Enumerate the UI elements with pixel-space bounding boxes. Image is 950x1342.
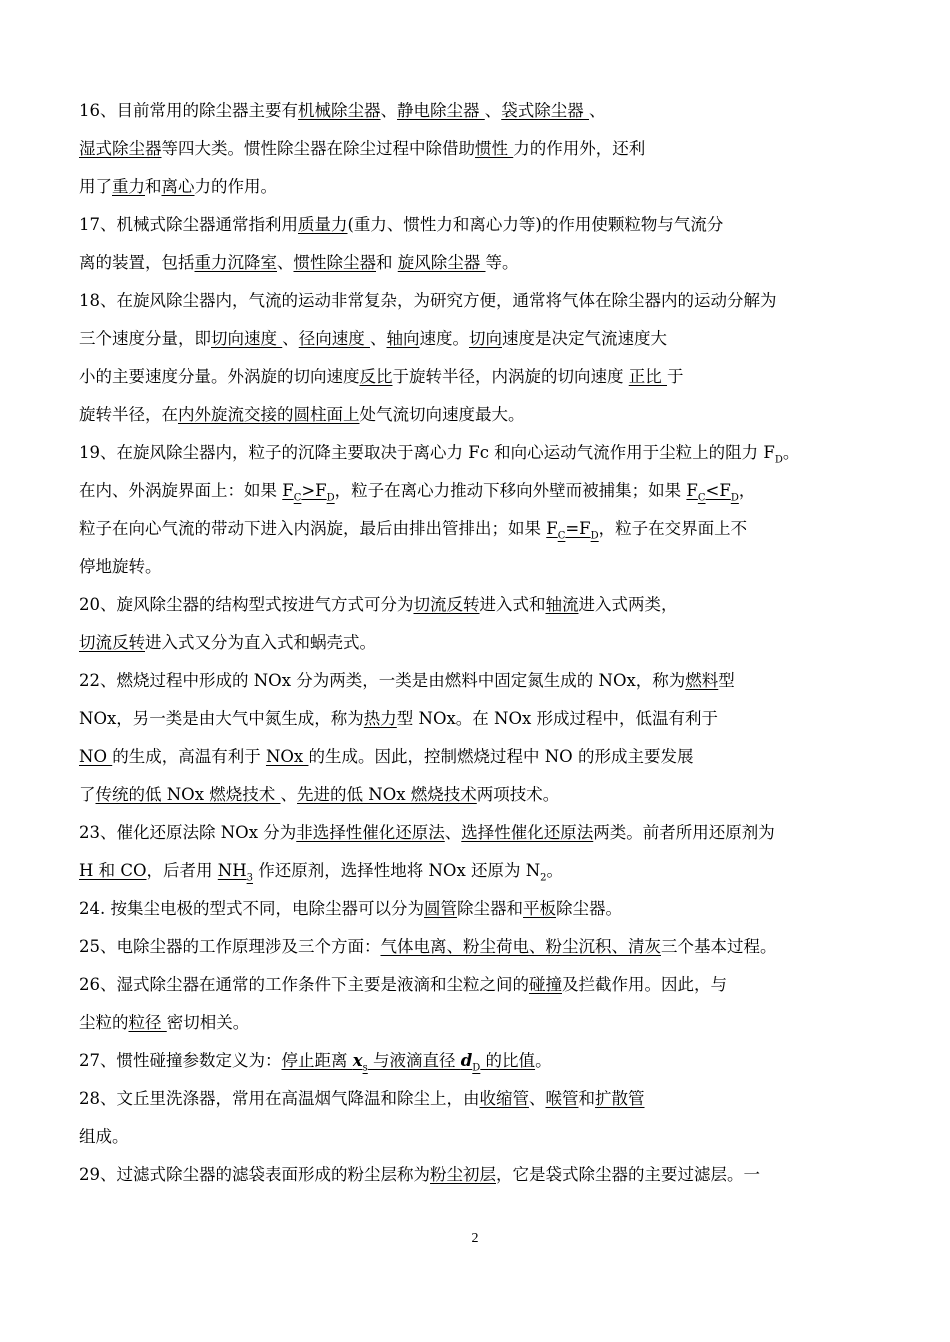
text-segment: ，后者用 <box>146 861 218 880</box>
text-segment: 三个速度分量，即 <box>79 329 211 348</box>
underlined-answer: 3 <box>246 872 253 884</box>
underlined-answer: 热力 <box>363 709 397 728</box>
text-segment: 离的装置，包括 <box>79 253 195 272</box>
text-segment: D <box>774 454 783 466</box>
text-segment: 进入式两类， <box>578 595 678 614</box>
text-segment: 旋转半径，在 <box>79 405 178 424</box>
text-line <box>79 358 879 396</box>
text-line <box>79 890 879 928</box>
text-line <box>79 1042 879 1080</box>
text-segment: 等。 <box>485 253 519 272</box>
text-segment: 粒子在向心气流的带动下进入内涡旋，最后由排出管排出；如果 <box>79 519 547 538</box>
text-segment: 、 <box>529 1089 546 1108</box>
underlined-answer: H 和 CO <box>79 861 147 880</box>
text-segment: 停地旋转。 <box>79 557 162 576</box>
text-segment: 。 <box>546 861 564 880</box>
text-segment: 19、在旋风除尘器内，粒子的沉降主要取决于离心力 Fc 和向心运动气流作用于尘粒上的阻力 F <box>79 443 775 462</box>
text-line <box>79 244 879 282</box>
underlined-answer: 切流反转 <box>79 633 145 652</box>
underlined-answer: F <box>546 519 558 538</box>
text-segment: 除尘器。 <box>556 899 622 918</box>
text-line <box>79 1118 879 1156</box>
text-segment: 型 <box>718 671 735 690</box>
text-line <box>79 814 879 852</box>
underlined-answer: 静电除尘器 <box>397 101 485 120</box>
underlined-answer: 的比值 <box>480 1051 536 1070</box>
underlined-answer: D <box>590 530 599 542</box>
underlined-answer: NO <box>79 747 113 766</box>
text-line <box>79 510 879 548</box>
underlined-answer: 径向速度 <box>298 329 370 348</box>
text-segment: 小的主要速度分量。外涡旋的切向速度 <box>79 367 360 386</box>
underlined-answer: NH <box>217 861 247 880</box>
underlined-answer: 轴流 <box>545 595 579 614</box>
text-segment: 。 <box>535 1051 552 1070</box>
underlined-answer: 收缩管 <box>479 1089 529 1108</box>
text-segment: 、 <box>484 101 502 120</box>
text-line <box>79 586 879 624</box>
text-segment: 力的作用外，还利 <box>513 139 646 158</box>
underlined-answer: F <box>282 481 294 500</box>
underlined-answer: 粒径 <box>128 1013 167 1032</box>
underlined-answer: 与液滴直径 <box>367 1051 461 1070</box>
underlined-answer: s <box>362 1062 368 1074</box>
underlined-answer: D <box>326 492 335 504</box>
underlined-answer: C <box>557 530 566 542</box>
text-segment: 速度是决定气流速度大 <box>502 329 667 348</box>
underlined-answer: <F <box>705 481 731 500</box>
text-segment: 、 <box>280 785 298 804</box>
underlined-answer: F <box>686 481 698 500</box>
text-segment: 。 <box>782 443 800 462</box>
underlined-answer: 重力 <box>112 177 145 196</box>
underlined-answer: 旋风除尘器 <box>397 253 486 272</box>
text-segment: 27、惯性碰撞参数定义为： <box>79 1051 282 1070</box>
text-line <box>79 130 879 168</box>
underlined-answer: 先进的低 NOx 燃烧技术 <box>297 785 477 804</box>
text-line <box>79 320 879 358</box>
text-segment: 、 <box>444 823 462 842</box>
underlined-answer: C <box>293 492 302 504</box>
text-segment: 三个基本过程。 <box>661 937 777 956</box>
text-segment: 22、燃烧过程中形成的 NOx 分为两类，一类是由燃料中固定氮生成的 NOx，称为 <box>79 671 686 690</box>
underlined-answer: 惯性除尘器 <box>293 253 376 272</box>
text-line <box>79 700 879 738</box>
text-segment: ， <box>738 481 756 500</box>
underlined-answer: 湿式除尘器 <box>79 139 162 158</box>
text-segment: 除尘器和 <box>457 899 523 918</box>
text-segment: 尘粒的 <box>79 1013 129 1032</box>
underlined-answer: 气体电离、粉尘荷电、粉尘沉积、清灰 <box>380 937 661 956</box>
underlined-answer: 粉尘初层 <box>430 1165 496 1184</box>
text-segment: 18、在旋风除尘器内，气流的运动非常复杂，为研究方便，通常将气体在除尘器内的运动分解为 <box>79 291 777 310</box>
text-segment: 17、机械式除尘器通常指利用 <box>79 215 298 234</box>
underlined-answer: 喉管 <box>545 1089 579 1108</box>
text-segment: 、 <box>370 329 387 348</box>
underlined-answer: 燃料 <box>685 671 719 690</box>
underlined-answer: 机械除尘器 <box>298 101 381 120</box>
text-segment: 、 <box>282 329 299 348</box>
text-segment: 的生成，高温有利于 <box>112 747 266 766</box>
underlined-answer: 袋式除尘器 <box>501 101 589 120</box>
text-segment: 和 <box>145 177 162 196</box>
text-segment: 型 NOx。在 NOx 形成过程中，低温有利于 <box>396 709 719 728</box>
underlined-answer: 切向 <box>469 329 502 348</box>
text-segment: 24. 按集尘电极的型式不同，电除尘器可以分为 <box>79 899 424 918</box>
text-segment: 速度。 <box>419 329 469 348</box>
underlined-answer: 质量力 <box>298 215 348 234</box>
text-segment: 处气流切向速度最大。 <box>359 405 525 424</box>
text-segment: 于旋转半径，内涡旋的切向速度 <box>392 367 629 386</box>
underlined-answer: 内外旋流交接的圆柱面上 <box>178 405 360 424</box>
underlined-answer: NOx <box>265 747 309 766</box>
text-line <box>79 472 879 510</box>
underlined-answer: 轴向 <box>386 329 420 348</box>
text-line <box>79 92 879 130</box>
underlined-answer: 正比 <box>628 367 667 386</box>
underlined-answer: =F <box>565 519 591 538</box>
text-segment: 、 <box>277 253 294 272</box>
underlined-answer: 离心 <box>161 177 195 196</box>
underlined-answer: >F <box>301 481 327 500</box>
underlined-answer: 非选择性催化还原法 <box>296 823 445 842</box>
text-segment: 和 <box>376 253 398 272</box>
text-line <box>79 776 879 814</box>
underlined-answer: 反比 <box>359 367 393 386</box>
text-segment: 两项技术。 <box>476 785 560 804</box>
text-segment: 在内、外涡旋界面上：如果 <box>79 481 283 500</box>
text-segment: 16、目前常用的除尘器主要有 <box>79 101 298 120</box>
text-line <box>79 434 879 472</box>
text-segment: 进入式又分为直入式和蜗壳式。 <box>145 633 376 652</box>
text-line <box>79 1156 879 1194</box>
text-segment: 29、过滤式除尘器的滤袋表面形成的粉尘层称为 <box>79 1165 430 1184</box>
text-segment: 两类。前者所用还原剂为 <box>593 823 775 842</box>
underlined-answer: 切流反转 <box>413 595 480 614</box>
text-segment: ，粒子在离心力推动下移向外壁而被捕集；如果 <box>334 481 687 500</box>
text-segment: ，它是袋式除尘器的主要过滤层。一 <box>496 1165 760 1184</box>
underlined-answer: 重力沉降室 <box>194 253 277 272</box>
text-line <box>79 1004 879 1042</box>
text-segment: 23、催化还原法除 NOx 分为 <box>79 823 297 842</box>
text-segment: 及拦截作用。因此，与 <box>562 975 727 994</box>
text-line <box>79 624 879 662</box>
underlined-answer: 选择性催化还原法 <box>461 823 594 842</box>
document-body <box>79 92 879 1194</box>
text-line <box>79 928 879 966</box>
text-segment: 力的作用。 <box>194 177 277 196</box>
text-line <box>79 168 879 206</box>
text-line <box>79 966 879 1004</box>
text-segment: 和 <box>578 1089 595 1108</box>
underlined-answer: 扩散管 <box>595 1089 645 1108</box>
text-segment: 20、旋风除尘器的结构型式按进气方式可分为 <box>79 595 414 614</box>
text-segment: 组成。 <box>79 1127 129 1146</box>
text-segment: (重力、惯性力和离心力等)的作用使颗粒物与气流分 <box>347 215 724 234</box>
text-line <box>79 662 879 700</box>
underlined-answer: C <box>697 492 706 504</box>
text-segment: 的生成。因此，控制燃烧过程中 NO 的形成主要发展 <box>308 747 694 766</box>
underlined-answer: 传统的低 NOx 燃烧技术 <box>95 785 281 804</box>
text-line <box>79 206 879 244</box>
underlined-answer: 停止距离 <box>281 1051 353 1070</box>
text-segment: 密切相关。 <box>166 1013 250 1032</box>
underlined-answer: d <box>460 1051 473 1070</box>
text-segment: ，粒子在交界面上不 <box>598 519 748 538</box>
text-segment: 28、文丘里洗涤器，常用在高温烟气降温和除尘上，由 <box>79 1089 480 1108</box>
text-segment: NOx，另一类是由大气中氮生成，称为 <box>79 709 364 728</box>
underlined-answer: 圆管 <box>424 899 457 918</box>
underlined-answer: x <box>352 1051 363 1070</box>
underlined-answer: 切向速度 <box>211 329 283 348</box>
text-line <box>79 282 879 320</box>
page-number: 2 <box>471 1231 479 1246</box>
text-segment: 、 <box>380 101 397 120</box>
text-segment: 进入式和 <box>479 595 546 614</box>
text-segment: 于 <box>667 367 684 386</box>
underlined-answer: D <box>730 492 739 504</box>
text-segment: 26、湿式除尘器在通常的工作条件下主要是液滴和尘粒之间的 <box>79 975 529 994</box>
text-segment: 、 <box>589 101 606 120</box>
underlined-answer: 平板 <box>523 899 556 918</box>
text-segment: 了 <box>79 785 96 804</box>
text-line <box>79 738 879 776</box>
text-segment: 作还原剂，选择性地将 NOx 还原为 N <box>252 861 541 880</box>
text-line <box>79 1080 879 1118</box>
underlined-answer: 碰撞 <box>529 975 562 994</box>
text-line <box>79 396 879 434</box>
text-segment: 用了 <box>79 177 112 196</box>
text-segment: 2 <box>540 872 547 884</box>
text-segment: 25、电除尘器的工作原理涉及三个方面： <box>79 937 381 956</box>
text-segment: 等四大类。惯性除尘器在除尘过程中除借助 <box>161 139 475 158</box>
underlined-answer: D <box>472 1062 481 1074</box>
text-line <box>79 852 879 890</box>
underlined-answer: 惯性 <box>475 139 514 158</box>
text-line <box>79 548 879 586</box>
